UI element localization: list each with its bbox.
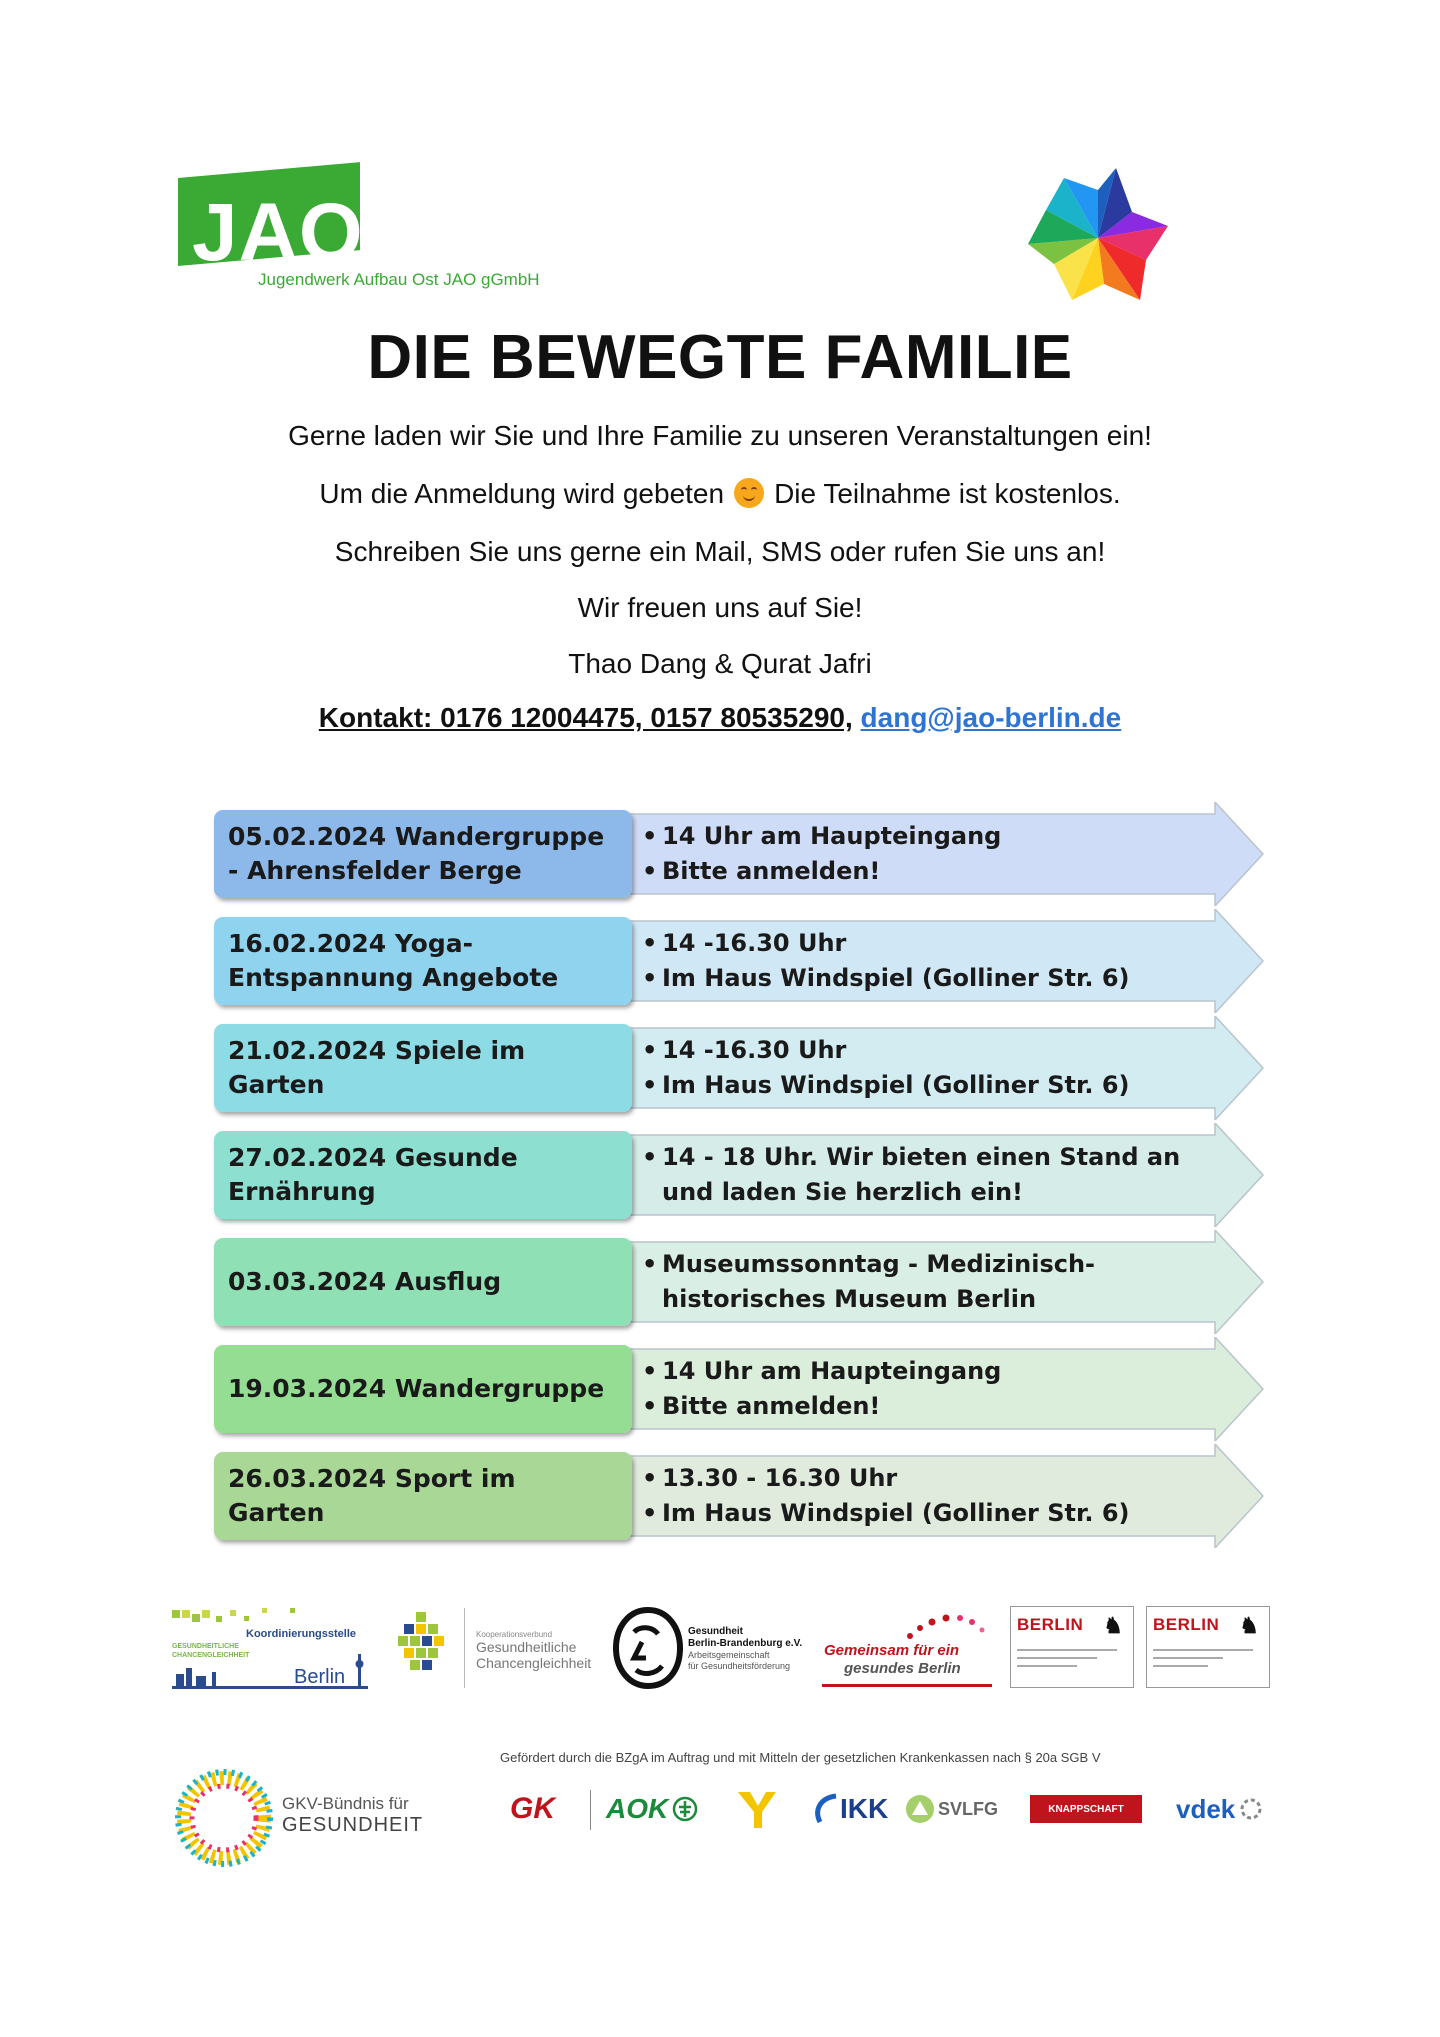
event-detail-item: • 14 -16.30 Uhr (640, 1033, 1200, 1068)
sponsor-divider (590, 1790, 591, 1830)
koord-subtitle: GESUNDHEITLICHE CHANCENGLEICHHEIT (172, 1643, 250, 1659)
event-date-title: 27.02.2024 Gesunde Ernährung (214, 1131, 632, 1219)
jao-logo-letters: JAO (192, 187, 364, 278)
gkv-buendnis-logo (282, 1794, 423, 1837)
event-detail-item: • 14 -16.30 Uhr (640, 926, 1200, 961)
dots-arc-icon (902, 1612, 992, 1642)
berlin-text-lines-1 (1017, 1649, 1117, 1673)
jao-logo-subtitle: Jugendwerk Aufbau Ost JAO gGmbH (258, 270, 540, 289)
event-row (210, 913, 1265, 1009)
event-detail-item: • 14 - 18 Uhr. Wir bieten einen Stand an und laden Sie herzlich ein! (640, 1140, 1200, 1210)
event-date-title: 03.03.2024 Ausflug (214, 1238, 632, 1326)
pixel-pattern-icon (172, 1606, 302, 1628)
event-details-list (640, 1452, 1200, 1540)
face-icon (612, 1606, 684, 1690)
sponsor-knappschaft-text: KNAPPSCHAFT (1048, 1803, 1124, 1815)
event-row (210, 1341, 1265, 1437)
page-title: DIE BEWEGTE FAMILIE (367, 323, 1073, 392)
koord-title: Koordinierungsstelle (246, 1628, 357, 1640)
bear-icon: ♞ (1239, 1613, 1259, 1638)
sponsor-svlfg-logo (904, 1786, 998, 1832)
event-date-title: 26.03.2024 Sport im Garten (214, 1452, 632, 1540)
sponsor-ikk-text: IKK (840, 1793, 889, 1824)
event-details-list (640, 1238, 1200, 1326)
event-details-list (640, 1024, 1200, 1112)
event-detail-item: • 13.30 - 16.30 Uhr (640, 1461, 1200, 1496)
event-row (210, 1020, 1265, 1116)
intro-line-2b: Die Teilnahme ist kostenlos. (774, 478, 1121, 509)
bkk-icon (736, 1788, 778, 1832)
gbb-title-2: Berlin-Brandenburg e.V. (688, 1638, 803, 1649)
event-detail-item: • Im Haus Windspiel (Golliner Str. 6) (640, 1068, 1200, 1103)
smiley-icon (734, 478, 764, 508)
sponsor-svlfg-text: SVLFG (938, 1798, 999, 1819)
event-date-title: 21.02.2024 Spiele im Garten (214, 1024, 632, 1112)
event-detail-item: • Museumssonntag - Medizinisch-historisches Museum Berlin (640, 1247, 1200, 1317)
event-detail-item: • Bitte anmelden! (640, 854, 1200, 889)
gkv-line-1: GKV-Bündnis für (282, 1794, 409, 1813)
ikk-swoosh-icon (812, 1792, 840, 1826)
gemeinsam-line-1: Gemeinsam für ein (824, 1642, 960, 1659)
intro-line-5: Thao Dang & Qurat Jafri (568, 648, 872, 679)
event-details-list (640, 917, 1200, 1005)
funding-note: Gefördert durch die BZgA im Auftrag und mit Mitteln der gesetzlichen Krankenkassen nach § 20a SGB V (500, 1750, 1101, 1765)
intro-line-1: Gerne laden wir Sie und Ihre Familie zu unseren Veranstaltungen ein! (288, 420, 1152, 451)
berlin-senat-logo-2 (1146, 1606, 1270, 1688)
sponsor-aok-logo (606, 1786, 698, 1832)
kv-squares-icon (398, 1612, 454, 1684)
contact-line (0, 702, 1440, 734)
sponsor-knappschaft-logo (1030, 1786, 1142, 1832)
gbb-sub-2: für Gesundheitsförderung (688, 1661, 791, 1671)
berlin-senat-logo-1 (1010, 1606, 1134, 1688)
aok-tree-icon (672, 1796, 698, 1822)
sponsor-aok-text: AOK (606, 1793, 669, 1824)
pinwheel-icon (1028, 168, 1168, 308)
event-details-list (640, 1131, 1200, 1219)
sponsor-ikk-logo (812, 1786, 888, 1832)
kv-name-2: Chancengleichheit (476, 1655, 592, 1671)
contact-email-link[interactable]: dang@jao-berlin.de (860, 702, 1122, 733)
event-row (210, 806, 1265, 902)
gbb-title-1: Gesundheit (688, 1626, 744, 1637)
contact-phones: Kontakt: 0176 12004475, 0157 80535290, (318, 702, 853, 733)
logo-divider (464, 1608, 465, 1688)
kv-small: Kooperationsverbund (476, 1630, 553, 1639)
intro-line-4: Wir freuen uns auf Sie! (577, 592, 863, 623)
berlin-text-lines-2 (1153, 1649, 1253, 1673)
koord-city: Berlin (294, 1666, 346, 1688)
sponsor-gk-text: GK (510, 1792, 555, 1825)
gkv-line-2: GESUNDHEIT (282, 1814, 424, 1836)
gkv-ring-icon (172, 1766, 276, 1870)
event-details-list (640, 1345, 1200, 1433)
event-detail-item: • Bitte anmelden! (640, 1389, 1200, 1424)
sponsor-gk-logo (510, 1786, 555, 1832)
sponsor-vdek-logo (1176, 1786, 1263, 1832)
svlfg-circle-icon (904, 1793, 936, 1825)
event-row (210, 1448, 1265, 1544)
intro-line-3: Schreiben Sie uns gerne ein Mail, SMS oder rufen Sie uns an! (334, 536, 1106, 567)
kv-name-1: Gesundheitliche (476, 1639, 577, 1655)
gemeinsam-underline (822, 1684, 992, 1687)
event-row (210, 1234, 1265, 1330)
vdek-ring-icon (1239, 1797, 1263, 1821)
event-detail-item: • Im Haus Windspiel (Golliner Str. 6) (640, 1496, 1200, 1531)
gbb-sub-1: Arbeitsgemeinschaft (688, 1650, 770, 1660)
gemeinsam-line-2: gesundes Berlin (844, 1660, 961, 1677)
intro-line-2 (0, 478, 1440, 510)
jao-logo (178, 178, 578, 298)
event-details-list (640, 810, 1200, 898)
sponsor-vdek-text: vdek (1176, 1793, 1236, 1824)
berlin-label-1: BERLIN (1017, 1615, 1084, 1634)
event-date-title: 05.02.2024 Wandergruppe - Ahrensfelder Berge (214, 810, 632, 898)
event-detail-item: • 14 Uhr am Haupteingang (640, 819, 1200, 854)
berlin-label-2: BERLIN (1153, 1615, 1220, 1634)
koordinierungsstelle-logo (172, 1606, 368, 1694)
event-row (210, 1127, 1265, 1223)
event-detail-item: • 14 Uhr am Haupteingang (640, 1354, 1200, 1389)
kooperationsverbund-logo (476, 1630, 591, 1671)
gesundheit-bb-logo (688, 1626, 818, 1672)
gemeinsam-logo (822, 1612, 1002, 1692)
event-date-title: 19.03.2024 Wandergruppe (214, 1345, 632, 1433)
event-date-title: 16.02.2024 Yoga-Entspannung Angebote (214, 917, 632, 1005)
event-detail-item: • Im Haus Windspiel (Golliner Str. 6) (640, 961, 1200, 996)
bear-icon: ♞ (1103, 1613, 1123, 1638)
intro-line-2a: Um die Anmeldung wird gebeten (319, 478, 725, 509)
